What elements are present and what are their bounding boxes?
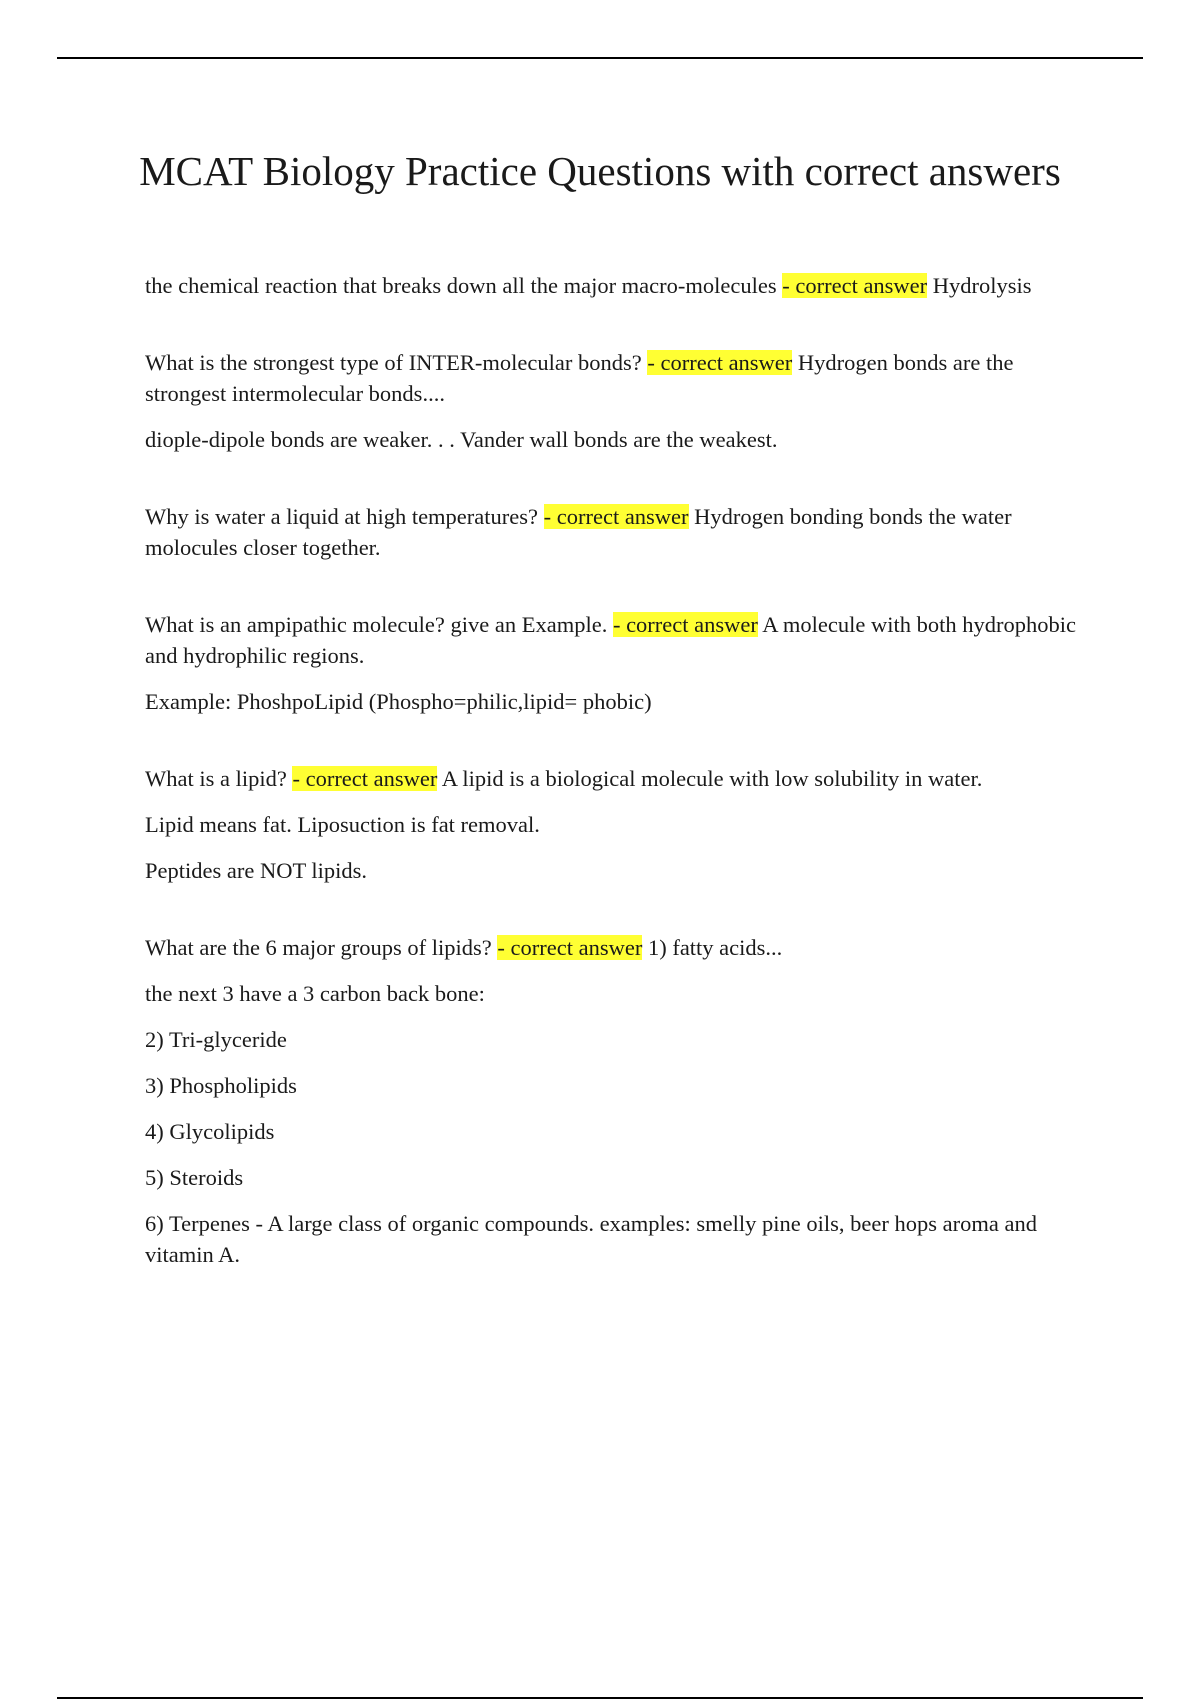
answer-extra-line: 4) Glycolipids <box>145 1119 275 1144</box>
qa-question-line <box>145 347 1090 409</box>
answer-extra-line: Peptides are NOT lipids. <box>145 858 368 883</box>
correct-answer-marker: - correct answer <box>543 504 689 529</box>
answer-text: A lipid is a biological molecule with low solubility in water. <box>441 766 983 791</box>
correct-answer-marker: - correct answer <box>782 273 928 298</box>
document-title: MCAT Biology Practice Questions with correct answers <box>139 148 1061 194</box>
qa-entry <box>145 763 1090 886</box>
answer-extra-line: Lipid means fat. Liposuction is fat removal. <box>145 812 540 837</box>
question-text: Why is water a liquid at high temperatures? <box>145 504 538 529</box>
qa-question-line <box>145 501 1090 563</box>
qa-question-line <box>145 763 1090 794</box>
answer-extra-line: 2) Tri-glyceride <box>145 1027 287 1052</box>
answer-text: 1) fatty acids... <box>647 935 783 960</box>
qa-question-line <box>145 932 1090 963</box>
answer-text: A molecule with both hydrophobic and hydrophilic regions. <box>145 612 1076 668</box>
correct-answer-marker: - correct answer <box>612 612 758 637</box>
answer-extra-line: the next 3 have a 3 carbon back bone: <box>145 981 485 1006</box>
answer-text: Hydrogen bonding bonds the water molocules closer together. <box>145 504 1012 560</box>
qa-entry <box>145 501 1090 563</box>
qa-entry <box>145 270 1090 301</box>
top-rule <box>57 57 1143 59</box>
answer-extra-line: 3) Phospholipids <box>145 1073 297 1098</box>
answer-extra-line: 5) Steroids <box>145 1165 244 1190</box>
question-text: What are the 6 major groups of lipids? <box>145 935 492 960</box>
document-body <box>145 270 1090 1285</box>
question-text: What is an ampipathic molecule? give an Example. <box>145 612 608 637</box>
correct-answer-marker: - correct answer <box>647 350 793 375</box>
bottom-rule <box>57 1697 1143 1699</box>
qa-entry <box>145 609 1090 717</box>
question-text: What is a lipid? <box>145 766 287 791</box>
correct-answer-marker: - correct answer <box>497 935 643 960</box>
answer-extra-line: 6) Terpenes - A large class of organic compounds. examples: smelly pine oils, beer hops aroma and vitamin A. <box>145 1211 1037 1267</box>
qa-question-line <box>145 270 1090 301</box>
question-text: What is the strongest type of INTER-molecular bonds? <box>145 350 642 375</box>
answer-extra-line: Example: PhoshpoLipid (Phospho=philic,lipid= phobic) <box>145 689 652 714</box>
qa-entry <box>145 932 1090 1270</box>
answer-extra-line: diople-dipole bonds are weaker. . . Vander wall bonds are the weakest. <box>145 427 778 452</box>
answer-text: Hydrogen bonds are the strongest intermolecular bonds.... <box>145 350 1014 406</box>
qa-question-line <box>145 609 1090 671</box>
correct-answer-marker: - correct answer <box>292 766 438 791</box>
qa-entry <box>145 347 1090 455</box>
answer-text: Hydrolysis <box>932 273 1032 298</box>
question-text: the chemical reaction that breaks down all the major macro-molecules <box>145 273 777 298</box>
